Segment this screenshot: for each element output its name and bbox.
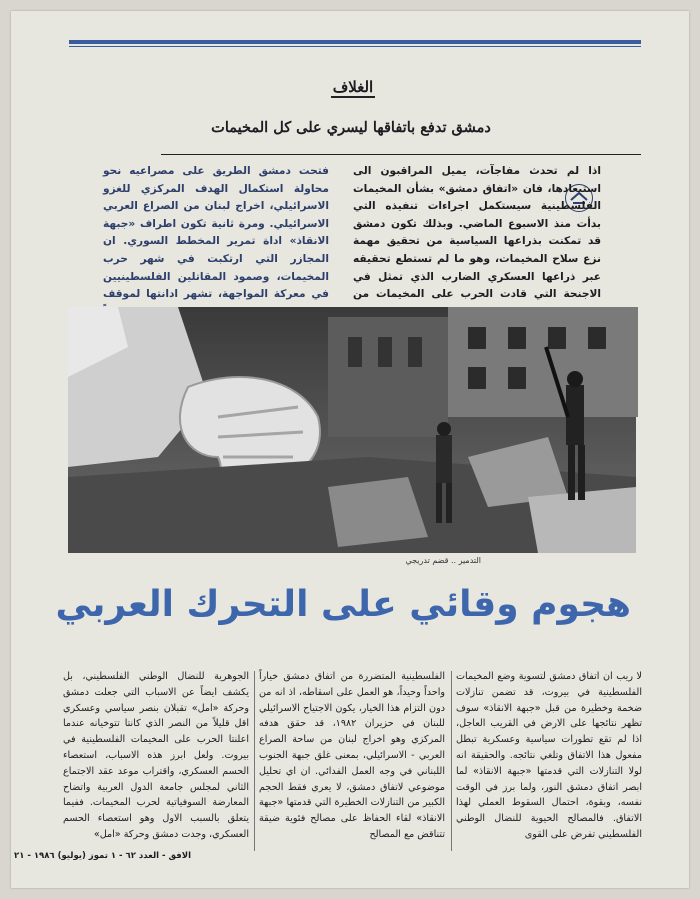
main-title: هجوم وقائي على التحرك العربي: [55, 584, 631, 625]
top-rule: [69, 40, 641, 44]
article-column-1: لا ريب ان اتفاق دمشق لتسوية وضع المخيمات الفلسطينية في بيروت، قد تضمن تنازلات ضخمة وخطيرة من قبل «جبهة الانقاذ» سوف تظهر نتائجها على الارض في القريب العاجل، اذا لم تقع تطورات سياسية وعسكرية تبطل مفعول هذا الاتفاق وتلغي نتائجه. والحقيقة انه لولا التنازلات التي قدمتها «جبهة الانقاذ» لما ابصر اتفاق دمشق النور، ولما برز في الوقت نفسه، وبقوة، احتمال السقوط العملي لهذا الاتفاق. فالمصالح الحيوية للنضال الوطني الفلسطيني تفرض على القوى: [456, 671, 642, 840]
top-rule-thin: [69, 46, 641, 47]
magazine-page: [11, 11, 689, 888]
article-column-2: الفلسطينية المتضررة من اتفاق دمشق خياراً واحداً وحيداً، هو العمل على اسقاطه، اذ انه من دون التزام هذا الخيار، يكون الاجتياح الاسرائيلي للبنان في حزيران ١٩٨٢، قد حقق هدفه المركزي وهو اخراج لبنان من ساحة الصراع العربي - الاسرائيلي، بمعنى غلق جبهة الجنوب اللبناني في وجه العمل الفدائي. ان اي تحليل موضوعي لاتفاق دمشق، لا يعري فقط الحجم الكبير من التنازلات الخطيرة التي قدمتها «جبهة الانقاذ» لقاء الحفاظ على مصالح فئوية ضيقة تتناقض مع المصالح: [259, 671, 445, 840]
photo-credit: التدمير .. قضم تدريجي: [405, 556, 481, 565]
intro-paragraph-left: فتحت دمشق الطريق على مصراعيه نحو محاولة استكمال الهدف المركزي للغزو الاسرائيلي، اخراج لبنان من الصراع العربي الاسرائيلي. ومرة ثانية تكون اطراف «جبهة الانقاذ» اداة تمرير المخطط السوري. ان المجازر التي ارتكبت في شهر حرب المخيمات، وصمود المقاتلين الفلسطينيين في معركة المواجهة، تشهر ادانتها لموقف: [103, 165, 329, 301]
page-footer: الافق - العدد ٦٢ - ١ تموز (يوليو) ١٩٨٦ - ٢١: [14, 851, 191, 861]
article-column-3: الجوهرية للنضال الوطني الفلسطيني، بل يكشف ايضاً عن الاسباب التي جعلت دمشق وحركة «امل» تقبلان بنصر سياسي وعسكري اقل قليلاً من النصر الذي كانتا تتوخيانه عندما اعلنتا الحرب على المخيمات الفلسطينية في بيروت. ولعل ابرز هذه الاسباب، استعصاء الحسم العسكري، واقتراب موعد عقد الاجتماع الثاني لمجلس جامعة الدول العربية واتضاح المعارضة السوفياتية لحرب المخيمات. ففيما يتعلق بالسبب الاول وهو استعصاء الحسم العسكري، وجدت دمشق وحركة «امل»: [63, 671, 249, 840]
column-divider: [254, 671, 255, 851]
destruction-photo: [68, 307, 636, 553]
intro-paragraph-right: اذا لم تحدث مفاجآت، يميل المراقبون الى استبعادها، فان «اتفاق دمشق» بشأن المخيمات الفلسطينية سيستكمل اجراءات تنفيذه التي بدأت منذ الاسبوع الماضي. وبذلك تكون دمشق قد تمكنت بذراعها السياسية من تحقيق مهمة نزع سلاح المخيمات، وهو ما لم تستطع تحقيقه عبر ذراعها العسكري الضارب الذي تمثل في الاجنحة التي قادت الحرب على المخيمات من: [353, 165, 601, 301]
column-divider: [451, 671, 452, 851]
headline-rule: [161, 154, 641, 155]
section-label: الغلاف: [332, 78, 374, 96]
page-headline: دمشق تدفع باتفاقها ليسري على كل المخيمات: [211, 119, 491, 136]
